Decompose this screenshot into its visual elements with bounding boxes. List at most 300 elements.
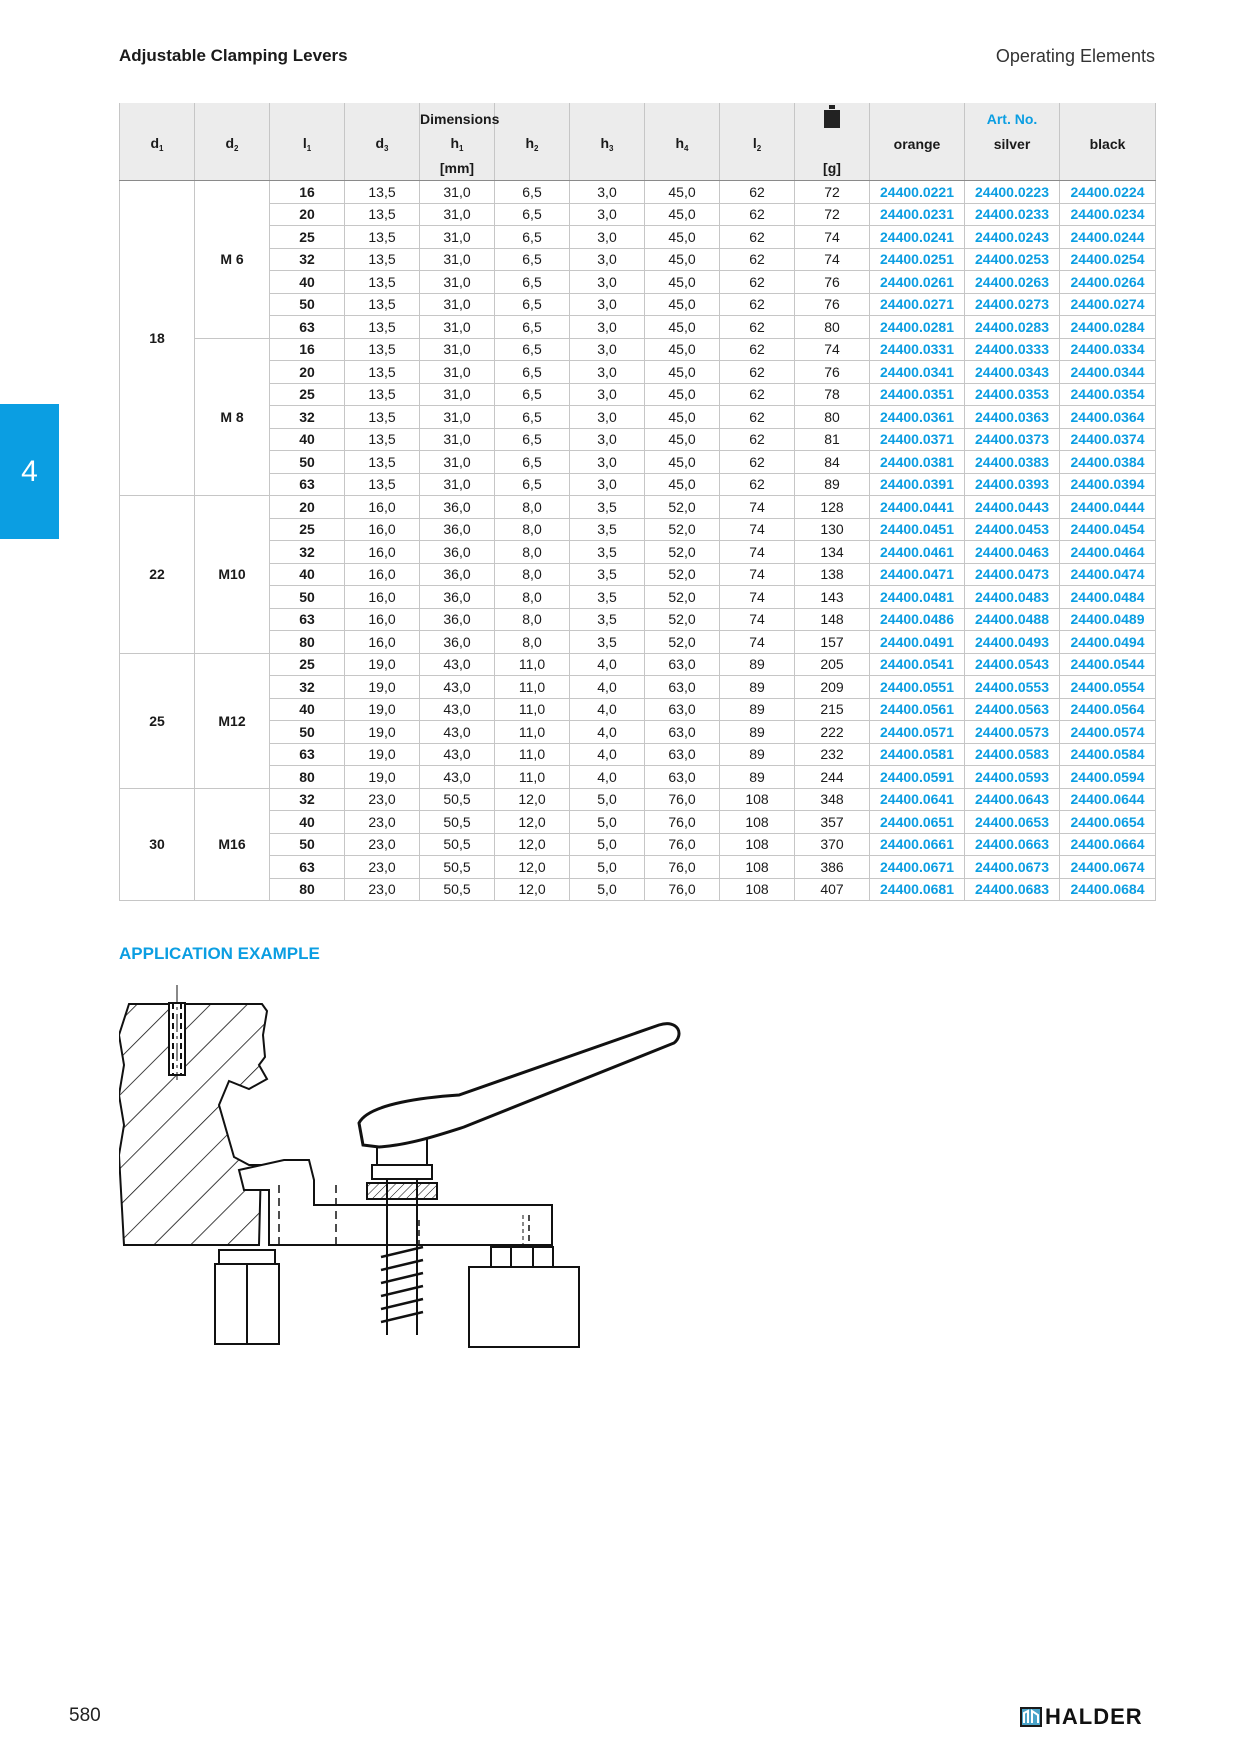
- cell-h4: 52,0: [645, 563, 720, 586]
- cell-d3: 13,5: [345, 451, 420, 474]
- cell-orange[interactable]: 24400.0671: [870, 856, 965, 879]
- table-row: [120, 833, 1156, 856]
- cell-h4: 45,0: [645, 293, 720, 316]
- cell-h1: 36,0: [420, 541, 495, 564]
- cell-g: 74: [795, 226, 870, 249]
- cell-silver[interactable]: 24400.0363: [965, 406, 1060, 429]
- cell-h3: 3,0: [570, 293, 645, 316]
- cell-orange[interactable]: 24400.0391: [870, 473, 965, 496]
- cell-h1: 31,0: [420, 428, 495, 451]
- cell-l2: 62: [720, 248, 795, 271]
- cell-l1: 32: [270, 788, 345, 811]
- cell-h2: 11,0: [495, 698, 570, 721]
- cell-silver[interactable]: 24400.0383: [965, 451, 1060, 474]
- cell-d2: M12: [195, 653, 270, 788]
- cell-l1: 50: [270, 833, 345, 856]
- cell-h1: 43,0: [420, 653, 495, 676]
- cell-g: 370: [795, 833, 870, 856]
- cell-h2: 11,0: [495, 743, 570, 766]
- cell-orange[interactable]: 24400.0481: [870, 586, 965, 609]
- cell-g: 80: [795, 406, 870, 429]
- cell-h4: 45,0: [645, 428, 720, 451]
- cell-l1: 80: [270, 766, 345, 789]
- cell-h3: 3,0: [570, 181, 645, 204]
- cell-l1: 25: [270, 653, 345, 676]
- cell-black[interactable]: 24400.0664: [1060, 833, 1156, 856]
- cell-h1: 31,0: [420, 361, 495, 384]
- cell-g: 407: [795, 878, 870, 901]
- artno-header: Art. No.: [965, 103, 1060, 132]
- cell-h1: 43,0: [420, 698, 495, 721]
- cell-h1: 36,0: [420, 496, 495, 519]
- cell-h4: 63,0: [645, 743, 720, 766]
- table-row: [120, 271, 1156, 294]
- cell-h2: 8,0: [495, 541, 570, 564]
- cell-l2: 89: [720, 766, 795, 789]
- application-example-title: APPLICATION EXAMPLE: [119, 944, 320, 963]
- cell-g: 72: [795, 203, 870, 226]
- cell-d3: 13,5: [345, 181, 420, 204]
- cell-h1: 50,5: [420, 811, 495, 834]
- cell-silver[interactable]: 24400.0573: [965, 721, 1060, 744]
- cell-h4: 45,0: [645, 203, 720, 226]
- cell-d3: 16,0: [345, 586, 420, 609]
- cell-h2: 6,5: [495, 293, 570, 316]
- cell-l2: 74: [720, 631, 795, 654]
- cell-silver[interactable]: 24400.0243: [965, 226, 1060, 249]
- cell-black[interactable]: 24400.0244: [1060, 226, 1156, 249]
- cell-g: 143: [795, 586, 870, 609]
- cell-black[interactable]: 24400.0654: [1060, 811, 1156, 834]
- cell-d3: 13,5: [345, 293, 420, 316]
- cell-h3: 3,0: [570, 361, 645, 384]
- cell-orange[interactable]: 24400.0361: [870, 406, 965, 429]
- body-screw: [169, 985, 185, 1080]
- cell-l1: 50: [270, 293, 345, 316]
- cell-silver[interactable]: 24400.0253: [965, 248, 1060, 271]
- table-row: [120, 293, 1156, 316]
- cell-silver[interactable]: 24400.0353: [965, 383, 1060, 406]
- cell-orange[interactable]: 24400.0551: [870, 676, 965, 699]
- cell-l2: 62: [720, 316, 795, 339]
- table-row: [120, 203, 1156, 226]
- cell-orange[interactable]: 24400.0461: [870, 541, 965, 564]
- cell-h3: 3,0: [570, 383, 645, 406]
- cell-h2: 11,0: [495, 766, 570, 789]
- cell-orange[interactable]: 24400.0491: [870, 631, 965, 654]
- cell-g: 128: [795, 496, 870, 519]
- table-row: [120, 721, 1156, 744]
- cell-orange[interactable]: 24400.0381: [870, 451, 965, 474]
- cell-g: 209: [795, 676, 870, 699]
- cell-h2: 6,5: [495, 451, 570, 474]
- cell-d2: M 6: [195, 181, 270, 339]
- cell-silver[interactable]: 24400.0553: [965, 676, 1060, 699]
- cell-h1: 50,5: [420, 856, 495, 879]
- table-row: [120, 608, 1156, 631]
- cell-d3: 13,5: [345, 361, 420, 384]
- cell-orange[interactable]: 24400.0641: [870, 788, 965, 811]
- cell-d2: M 8: [195, 338, 270, 496]
- cell-orange[interactable]: 24400.0486: [870, 608, 965, 631]
- cell-h4: 52,0: [645, 608, 720, 631]
- cell-h3: 4,0: [570, 721, 645, 744]
- section-name: Operating Elements: [995, 46, 1155, 66]
- cell-d3: 16,0: [345, 496, 420, 519]
- cell-silver[interactable]: 24400.0543: [965, 653, 1060, 676]
- cell-d3: 13,5: [345, 271, 420, 294]
- cell-h3: 5,0: [570, 878, 645, 901]
- cell-g: 244: [795, 766, 870, 789]
- cell-black[interactable]: 24400.0594: [1060, 766, 1156, 789]
- cell-h3: 3,5: [570, 541, 645, 564]
- cell-black[interactable]: 24400.0274: [1060, 293, 1156, 316]
- cell-black[interactable]: 24400.0554: [1060, 676, 1156, 699]
- cell-silver[interactable]: 24400.0643: [965, 788, 1060, 811]
- cell-h1: 31,0: [420, 316, 495, 339]
- cell-h1: 43,0: [420, 721, 495, 744]
- cell-h4: 45,0: [645, 271, 720, 294]
- cell-black[interactable]: 24400.0394: [1060, 473, 1156, 496]
- washer: [367, 1183, 437, 1199]
- cell-h2: 11,0: [495, 676, 570, 699]
- cell-h3: 4,0: [570, 653, 645, 676]
- cell-h3: 3,0: [570, 473, 645, 496]
- cell-silver[interactable]: 24400.0233: [965, 203, 1060, 226]
- brand-name: HALDER: [1045, 1704, 1143, 1729]
- cell-black[interactable]: 24400.0684: [1060, 878, 1156, 901]
- table-row: [120, 406, 1156, 429]
- cell-silver[interactable]: 24400.0263: [965, 271, 1060, 294]
- cell-black[interactable]: 24400.0354: [1060, 383, 1156, 406]
- cell-h1: 31,0: [420, 203, 495, 226]
- cell-h3: 4,0: [570, 743, 645, 766]
- cell-l2: 62: [720, 338, 795, 361]
- cell-black[interactable]: 24400.0344: [1060, 361, 1156, 384]
- cell-h3: 3,0: [570, 316, 645, 339]
- cell-black[interactable]: 24400.0444: [1060, 496, 1156, 519]
- cell-black[interactable]: 24400.0334: [1060, 338, 1156, 361]
- chapter-tab[interactable]: [0, 404, 59, 539]
- cell-silver[interactable]: 24400.0343: [965, 361, 1060, 384]
- cell-l1: 40: [270, 811, 345, 834]
- cell-h3: 3,0: [570, 338, 645, 361]
- cell-g: 232: [795, 743, 870, 766]
- cell-h1: 31,0: [420, 338, 495, 361]
- cell-silver[interactable]: 24400.0393: [965, 473, 1060, 496]
- cell-d3: 16,0: [345, 518, 420, 541]
- cell-g: 80: [795, 316, 870, 339]
- table-row: [120, 586, 1156, 609]
- cell-silver[interactable]: 24400.0463: [965, 541, 1060, 564]
- cell-g: 215: [795, 698, 870, 721]
- cell-silver[interactable]: 24400.0333: [965, 338, 1060, 361]
- cell-black[interactable]: 24400.0384: [1060, 451, 1156, 474]
- col-orange: orange: [870, 132, 965, 156]
- table-row: [120, 248, 1156, 271]
- cell-orange[interactable]: 24400.0661: [870, 833, 965, 856]
- cell-h4: 63,0: [645, 721, 720, 744]
- cell-h2: 6,5: [495, 361, 570, 384]
- cell-h1: 31,0: [420, 248, 495, 271]
- cell-orange[interactable]: 24400.0271: [870, 293, 965, 316]
- table-row: [120, 226, 1156, 249]
- cell-orange[interactable]: 24400.0561: [870, 698, 965, 721]
- cell-l2: 74: [720, 608, 795, 631]
- cell-h1: 31,0: [420, 181, 495, 204]
- cell-silver[interactable]: 24400.0488: [965, 608, 1060, 631]
- unit-g: [g]: [795, 156, 870, 181]
- cell-g: 222: [795, 721, 870, 744]
- cell-g: 138: [795, 563, 870, 586]
- support-foot: [215, 1250, 279, 1344]
- cell-l2: 62: [720, 473, 795, 496]
- cell-h4: 52,0: [645, 586, 720, 609]
- cell-h3: 3,5: [570, 518, 645, 541]
- cell-g: 76: [795, 361, 870, 384]
- cell-l2: 62: [720, 271, 795, 294]
- cell-l2: 62: [720, 383, 795, 406]
- cell-orange[interactable]: 24400.0251: [870, 248, 965, 271]
- cell-silver[interactable]: 24400.0673: [965, 856, 1060, 879]
- cell-l1: 25: [270, 518, 345, 541]
- col-l1: $l_1$: [270, 132, 345, 156]
- cell-silver[interactable]: 24400.0493: [965, 631, 1060, 654]
- cell-l1: 16: [270, 338, 345, 361]
- cell-orange[interactable]: 24400.0231: [870, 203, 965, 226]
- cell-silver[interactable]: 24400.0583: [965, 743, 1060, 766]
- cell-l2: 74: [720, 541, 795, 564]
- cell-g: 357: [795, 811, 870, 834]
- table-row: [120, 451, 1156, 474]
- cell-h3: 3,5: [570, 563, 645, 586]
- table-row: [120, 361, 1156, 384]
- col-black: black: [1060, 132, 1156, 156]
- cell-silver[interactable]: 24400.0473: [965, 563, 1060, 586]
- cell-d3: 13,5: [345, 316, 420, 339]
- cell-h1: 31,0: [420, 226, 495, 249]
- cell-black[interactable]: 24400.0484: [1060, 586, 1156, 609]
- cell-silver[interactable]: 24400.0223: [965, 181, 1060, 204]
- cell-h2: 6,5: [495, 316, 570, 339]
- cell-l1: 40: [270, 698, 345, 721]
- cell-orange[interactable]: 24400.0571: [870, 721, 965, 744]
- cell-orange[interactable]: 24400.0221: [870, 181, 965, 204]
- cell-h2: 12,0: [495, 811, 570, 834]
- cell-d3: 19,0: [345, 743, 420, 766]
- cell-h3: 3,0: [570, 451, 645, 474]
- cell-l1: 40: [270, 428, 345, 451]
- cell-black[interactable]: 24400.0489: [1060, 608, 1156, 631]
- cell-h3: 3,0: [570, 428, 645, 451]
- cell-h4: 52,0: [645, 541, 720, 564]
- cell-h4: 45,0: [645, 226, 720, 249]
- cell-d3: 19,0: [345, 676, 420, 699]
- cell-black[interactable]: 24400.0464: [1060, 541, 1156, 564]
- table-row: [120, 856, 1156, 879]
- col-h1: $h_1$: [420, 132, 495, 156]
- cell-d2: M16: [195, 788, 270, 901]
- cell-black[interactable]: 24400.0224: [1060, 181, 1156, 204]
- cell-silver[interactable]: 24400.0593: [965, 766, 1060, 789]
- cell-d3: 23,0: [345, 878, 420, 901]
- cell-g: 74: [795, 248, 870, 271]
- cell-l1: 20: [270, 361, 345, 384]
- cell-orange[interactable]: 24400.0681: [870, 878, 965, 901]
- cell-orange[interactable]: 24400.0281: [870, 316, 965, 339]
- cell-black[interactable]: 24400.0644: [1060, 788, 1156, 811]
- cell-black[interactable]: 24400.0674: [1060, 856, 1156, 879]
- halder-logo-icon: [1020, 1707, 1042, 1727]
- cell-silver[interactable]: 24400.0563: [965, 698, 1060, 721]
- cell-h3: 3,0: [570, 226, 645, 249]
- cell-h2: 6,5: [495, 181, 570, 204]
- cell-g: 134: [795, 541, 870, 564]
- table-row: [120, 541, 1156, 564]
- cell-silver[interactable]: 24400.0663: [965, 833, 1060, 856]
- table-row: [120, 766, 1156, 789]
- cell-black[interactable]: 24400.0364: [1060, 406, 1156, 429]
- table-row: [120, 473, 1156, 496]
- cell-l1: 16: [270, 181, 345, 204]
- cell-h1: 36,0: [420, 631, 495, 654]
- cell-h1: 50,5: [420, 788, 495, 811]
- cell-h1: 36,0: [420, 518, 495, 541]
- cell-orange[interactable]: 24400.0451: [870, 518, 965, 541]
- cell-orange[interactable]: 24400.0331: [870, 338, 965, 361]
- cell-l2: 74: [720, 496, 795, 519]
- cell-h1: 31,0: [420, 293, 495, 316]
- cell-h4: 45,0: [645, 473, 720, 496]
- cell-silver[interactable]: 24400.0283: [965, 316, 1060, 339]
- cell-g: 72: [795, 181, 870, 204]
- col-h2: $h_2$: [495, 132, 570, 156]
- cell-h2: 6,5: [495, 248, 570, 271]
- cell-h1: 50,5: [420, 878, 495, 901]
- cell-h2: 6,5: [495, 271, 570, 294]
- cell-d3: 19,0: [345, 721, 420, 744]
- cell-d3: 16,0: [345, 608, 420, 631]
- cell-l1: 50: [270, 721, 345, 744]
- cell-l1: 20: [270, 496, 345, 519]
- cell-l2: 62: [720, 203, 795, 226]
- fixture-body: [119, 1004, 267, 1245]
- cell-h3: 3,5: [570, 608, 645, 631]
- col-d2: $d_2$: [195, 132, 270, 156]
- cell-h1: 50,5: [420, 833, 495, 856]
- cell-h4: 63,0: [645, 676, 720, 699]
- lever-arm[interactable]: [359, 1024, 679, 1147]
- cell-black[interactable]: 24400.0374: [1060, 428, 1156, 451]
- cell-orange[interactable]: 24400.0581: [870, 743, 965, 766]
- cell-l1: 20: [270, 203, 345, 226]
- cell-silver[interactable]: 24400.0653: [965, 811, 1060, 834]
- cell-silver[interactable]: 24400.0683: [965, 878, 1060, 901]
- cell-black[interactable]: 24400.0284: [1060, 316, 1156, 339]
- table-row: [120, 383, 1156, 406]
- cell-h2: 12,0: [495, 878, 570, 901]
- cell-g: 76: [795, 271, 870, 294]
- cell-orange[interactable]: 24400.0441: [870, 496, 965, 519]
- cell-orange[interactable]: 24400.0591: [870, 766, 965, 789]
- cell-h3: 3,5: [570, 631, 645, 654]
- cell-h4: 45,0: [645, 406, 720, 429]
- table-row: [120, 518, 1156, 541]
- cell-l1: 32: [270, 406, 345, 429]
- cell-h1: 36,0: [420, 608, 495, 631]
- cell-orange[interactable]: 24400.0351: [870, 383, 965, 406]
- cell-h4: 45,0: [645, 383, 720, 406]
- table-row: [120, 496, 1156, 519]
- cell-l2: 108: [720, 833, 795, 856]
- cell-orange[interactable]: 24400.0341: [870, 361, 965, 384]
- cell-silver[interactable]: 24400.0443: [965, 496, 1060, 519]
- cell-d1: 22: [120, 496, 195, 654]
- cell-d3: 23,0: [345, 833, 420, 856]
- col-h4: $h_4$: [645, 132, 720, 156]
- cell-h3: 3,0: [570, 248, 645, 271]
- cell-l1: 63: [270, 316, 345, 339]
- cell-black[interactable]: 24400.0474: [1060, 563, 1156, 586]
- cell-orange[interactable]: 24400.0371: [870, 428, 965, 451]
- cell-silver[interactable]: 24400.0483: [965, 586, 1060, 609]
- cell-h1: 36,0: [420, 586, 495, 609]
- cell-l2: 62: [720, 428, 795, 451]
- cell-h1: 31,0: [420, 406, 495, 429]
- cell-h3: 5,0: [570, 856, 645, 879]
- cell-h3: 3,5: [570, 496, 645, 519]
- cell-l2: 74: [720, 518, 795, 541]
- cell-h3: 3,5: [570, 586, 645, 609]
- cell-orange[interactable]: 24400.0541: [870, 653, 965, 676]
- cell-h2: 6,5: [495, 383, 570, 406]
- cell-black[interactable]: 24400.0564: [1060, 698, 1156, 721]
- cell-orange[interactable]: 24400.0471: [870, 563, 965, 586]
- cell-l2: 74: [720, 586, 795, 609]
- cell-black[interactable]: 24400.0254: [1060, 248, 1156, 271]
- cell-h2: 12,0: [495, 788, 570, 811]
- cell-black[interactable]: 24400.0584: [1060, 743, 1156, 766]
- cell-black[interactable]: 24400.0264: [1060, 271, 1156, 294]
- application-drawing: [119, 985, 699, 1355]
- cell-silver[interactable]: 24400.0373: [965, 428, 1060, 451]
- cell-silver[interactable]: 24400.0453: [965, 518, 1060, 541]
- table-row: [120, 676, 1156, 699]
- cell-h1: 31,0: [420, 271, 495, 294]
- cell-h2: 6,5: [495, 226, 570, 249]
- cell-d3: 23,0: [345, 856, 420, 879]
- table-row: [120, 698, 1156, 721]
- cell-h1: 31,0: [420, 383, 495, 406]
- cell-orange[interactable]: 24400.0261: [870, 271, 965, 294]
- cell-d3: 16,0: [345, 541, 420, 564]
- cell-orange[interactable]: 24400.0241: [870, 226, 965, 249]
- cell-black[interactable]: 24400.0234: [1060, 203, 1156, 226]
- cell-d3: 13,5: [345, 428, 420, 451]
- cell-g: 130: [795, 518, 870, 541]
- cell-black[interactable]: 24400.0454: [1060, 518, 1156, 541]
- cell-l2: 89: [720, 653, 795, 676]
- cell-black[interactable]: 24400.0544: [1060, 653, 1156, 676]
- cell-orange[interactable]: 24400.0651: [870, 811, 965, 834]
- cell-black[interactable]: 24400.0574: [1060, 721, 1156, 744]
- brand-logo[interactable]: [1020, 1704, 1143, 1730]
- weight-header: [795, 103, 870, 132]
- unit-mm: [mm]: [420, 156, 495, 181]
- cell-silver[interactable]: 24400.0273: [965, 293, 1060, 316]
- cell-black[interactable]: 24400.0494: [1060, 631, 1156, 654]
- cell-d1: 18: [120, 181, 195, 496]
